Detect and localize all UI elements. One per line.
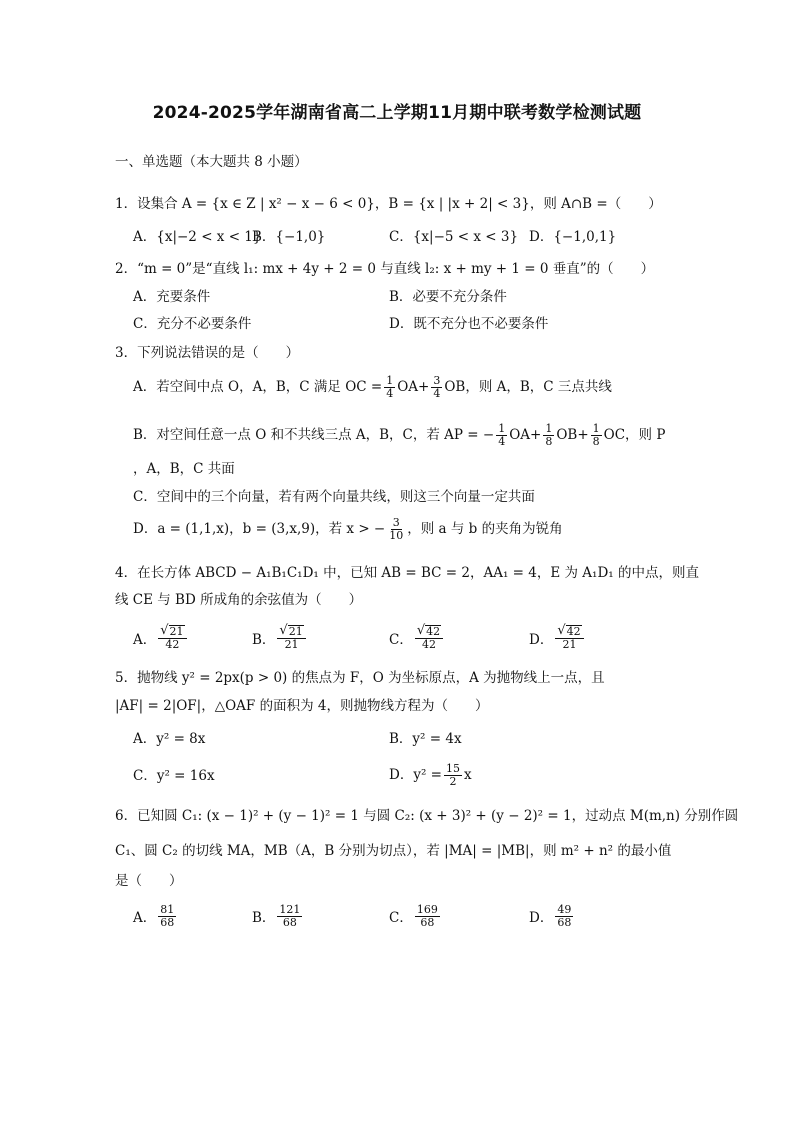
plus-sign: + [530,427,542,443]
q4-option-d: D． √ 42 21 [529,620,586,656]
vector-oa: OA [397,379,419,395]
q3-option-b [133,420,665,450]
question-2-stem: 2．“m = 0”是“直线 l₁: mx + 4y + 2 = 0 与直线 l₂: x + my + 1 = 0 垂直”的（ ） [115,261,655,277]
q2-option-b: B．必要不充分条件 [389,289,507,305]
fraction: $\frac{15}{2}$ [445,761,460,788]
question-5-stem-line-2: |AF| = 2|OF|，△OAF 的面积为 4，则抛物线方程为（ ） [115,698,489,714]
fraction: $\frac{1}{4}$ [498,421,506,448]
q5-option-b: B．y² = 4x [389,731,462,747]
q4-options [133,620,693,656]
q5-option-a: A．y² = 8x [133,731,206,747]
question-6-stem-line-2: C₁、圆 C₂ 的切线 MA，MB（A，B 分别为切点），若 |MA| = |MB|，则 m² + n² 的最小值 [115,843,672,859]
q4-option-a: A． √ 21 42 [133,620,189,656]
page-title: 2024-2025学年湖南省高二上学期11月期中联考数学检测试题 [152,103,642,123]
fraction: $\frac{49}{68}$ [557,902,572,929]
question-6-stem-line-1: 6．已知圆 C₁: (x − 1)² + (y − 1)² = 1 与圆 C₂: (x + 3)² + (y − 2)² = 1，过动点 M(m,n) 分别作圆 [115,808,739,824]
fraction: $\frac{81}{68}$ [160,902,175,929]
q6-option-c: C． $\frac{169}{68}$ [389,902,438,929]
q3-a-suffix: OB，则 A，B，C 三点共线 [444,379,612,395]
q6-option-b: B． $\frac{121}{68}$ [252,902,301,929]
q1-option-b: B．{−1,0} [252,229,326,245]
fraction: √ 42 42 [415,625,443,651]
vector-ob: OB [556,427,578,443]
q6-option-d: D． $\frac{49}{68}$ [529,902,572,929]
q3-option-a [133,372,612,402]
q2-option-c: C．充分不必要条件 [133,316,252,332]
q1-option-c: C．{x|−5 < x < 3} [389,229,519,245]
q5-option-c: C．y² = 16x [133,768,215,784]
plus-sign: + [577,427,589,443]
q3-option-d [133,514,563,544]
question-6-stem-line-3: 是（ ） [115,873,183,889]
q6-options [133,898,693,934]
section-heading: 一、单选题（本大题共 8 小题） [115,154,308,170]
q3-option-c: C．空间中的三个向量，若有两个向量共线，则这三个向量一定共面 [133,489,535,505]
fraction: √ 21 21 [277,625,305,651]
q1-option-a: A．{x|−2 < x < 1} [133,229,262,245]
q1-option-d: D．{−1,0,1} [529,229,617,245]
q2-option-a: A．充要条件 [133,289,211,305]
fraction: √ 21 42 [158,625,186,651]
fraction: $\frac{3}{4}$ [433,373,441,400]
q3-a-prefix: A．若空间中点 O，A，B，C 满足 OC = [133,379,383,395]
q3-b-prefix: B．对空间任意一点 O 和不共线三点 A，B，C，若 AP = − [133,427,495,443]
q3-d-prefix: D．a = (1,1,x)，b = (3,x,9)，若 x > − [133,521,386,537]
fraction: $\frac{1}{4}$ [386,373,394,400]
fraction: $\frac{1}{8}$ [545,421,553,448]
q4-option-c: C． √ 42 42 [389,620,445,656]
q2-option-d: D．既不充分也不必要条件 [389,316,549,332]
fraction: √ 42 21 [555,625,583,651]
fraction: $\frac{1}{8}$ [592,421,600,448]
q3-option-b-continued: ，A，B，C 共面 [133,461,235,477]
question-3-stem: 3．下列说法错误的是（ ） [115,345,300,361]
question-4-stem-line-1: 4．在长方体 ABCD − A₁B₁C₁D₁ 中，已知 AB = BC = 2，AA₁ = 4，E 为 A₁D₁ 的中点，则直 [115,565,699,581]
q6-option-a: A． $\frac{81}{68}$ [133,902,175,929]
fraction: $\frac{169}{68}$ [416,902,438,929]
fraction: $\frac{3}{10}$ [389,515,404,542]
question-4-stem-line-2: 线 CE 与 BD 所成角的余弦值为（ ） [115,592,363,608]
q4-option-b: B． √ 21 21 [252,620,308,656]
q5-option-d: D．y² = $\frac{15}{2}$ x [389,761,472,788]
question-1-stem: 1．设集合 A = {x ∈ Z | x² − x − 6 < 0}，B = {x | |x + 2| < 3}，则 A∩B =（ ） [115,196,662,212]
question-5-stem-line-1: 5．抛物线 y² = 2px(p > 0) 的焦点为 F，O 为坐标原点，A 为抛物线上一点，且 [115,670,605,686]
plus-sign: + [418,379,430,395]
q3-d-suffix: ，则 a 与 b 的夹角为锐角 [407,521,563,537]
vector-oa: OA [509,427,531,443]
q3-b-suffix: OC，则 P [603,427,666,443]
fraction: $\frac{121}{68}$ [279,902,301,929]
